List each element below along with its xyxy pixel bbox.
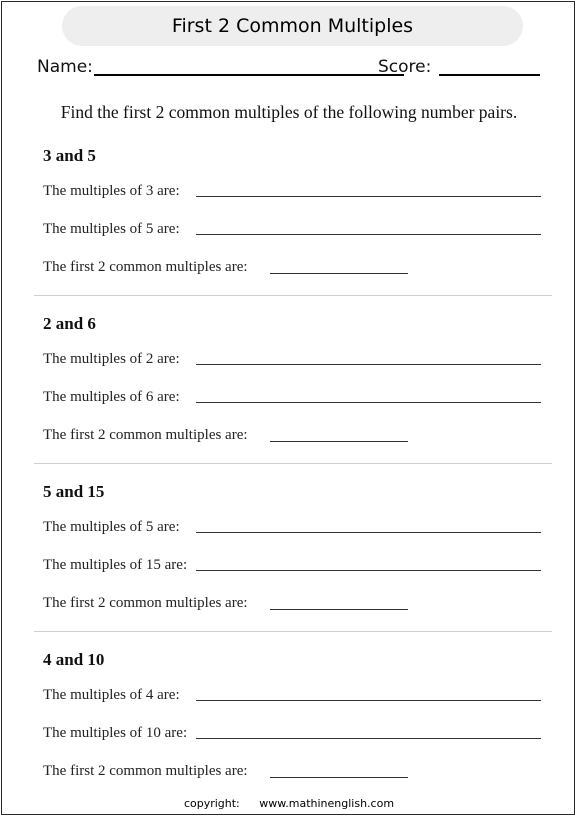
answer-line[interactable] [270,441,408,442]
section-divider [34,631,552,632]
common-multiples-prompt: The first 2 common multiples are: [43,259,248,275]
common-multiples-prompt: The first 2 common multiples are: [43,427,248,443]
instructions: Find the first 2 common multiples of the following number pairs. [60,102,518,122]
answer-line[interactable] [270,609,408,610]
copyright-label: copyright: [183,797,240,810]
section-divider [34,463,552,464]
name-field[interactable] [94,74,404,76]
name-score-row [37,55,542,81]
answer-line[interactable] [196,196,541,197]
common-multiples-prompt: The first 2 common multiples are: [43,595,248,611]
score-field[interactable] [439,74,540,76]
worksheet-title: First 2 Common Multiples [62,6,523,46]
multiples-prompt: The multiples of 10 are: [43,725,188,741]
answer-line[interactable] [196,532,541,533]
answer-line[interactable] [196,570,541,571]
multiples-prompt: The multiples of 2 are: [43,351,180,367]
footer [0,797,578,810]
multiples-prompt: The multiples of 15 are: [43,557,188,573]
problem-section [34,482,552,622]
section-title: 4 and 10 [43,650,105,669]
section-title: 3 and 5 [43,146,96,165]
website-link[interactable]: www.mathinenglish.com [259,797,395,810]
answer-line[interactable] [196,364,541,365]
answer-line[interactable] [196,738,541,739]
score-label: Score: [378,57,432,77]
problem-section [34,650,552,790]
answer-line[interactable] [270,777,408,778]
name-label: Name: [37,57,93,77]
common-multiples-prompt: The first 2 common multiples are: [43,763,248,779]
section-title: 2 and 6 [43,314,96,333]
problem-section [34,146,552,286]
multiples-prompt: The multiples of 6 are: [43,389,180,405]
multiples-prompt: The multiples of 3 are: [43,183,180,199]
problem-section [34,314,552,454]
answer-line[interactable] [270,273,408,274]
multiples-prompt: The multiples of 4 are: [43,687,180,703]
multiples-prompt: The multiples of 5 are: [43,519,180,535]
section-divider [34,295,552,296]
answer-line[interactable] [196,234,541,235]
multiples-prompt: The multiples of 5 are: [43,221,180,237]
answer-line[interactable] [196,402,541,403]
section-title: 5 and 15 [43,482,105,501]
answer-line[interactable] [196,700,541,701]
